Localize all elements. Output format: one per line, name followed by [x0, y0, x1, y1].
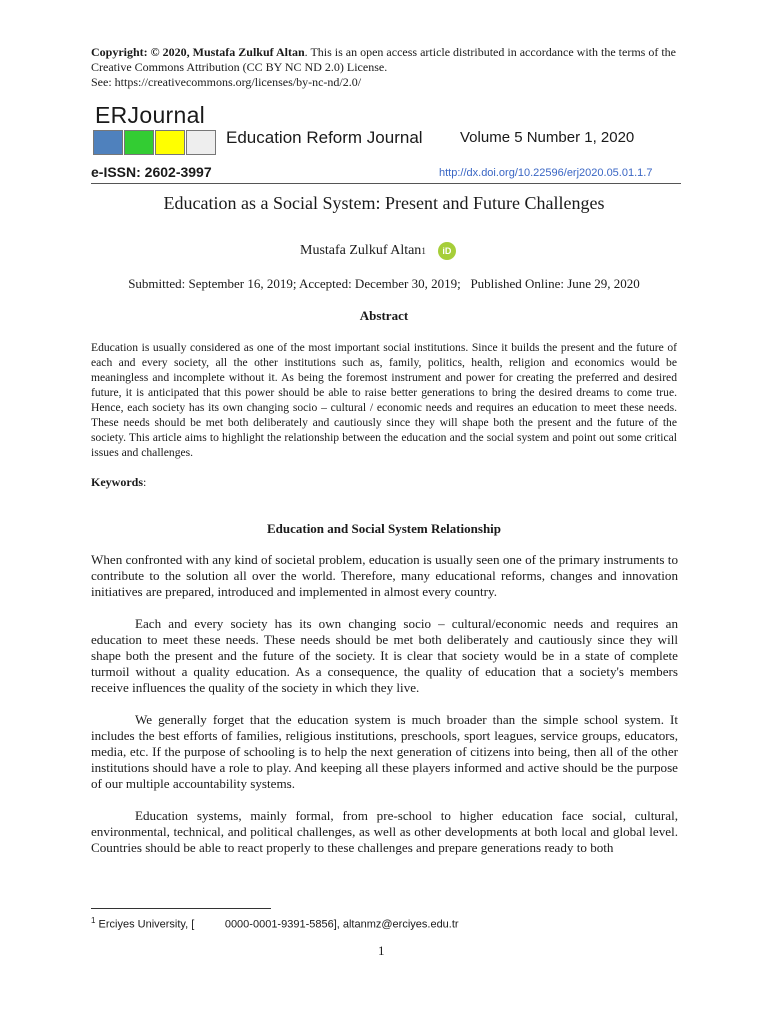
keywords-line [91, 475, 146, 490]
footnote-divider [91, 908, 271, 909]
logo-block-green [124, 130, 154, 155]
body-paragraph-3: We generally forget that the education system is much broader than the simple school system. It includes the best efforts of families, religious institutions, preschools, sport leagues, service groups, educators, media, etc. If the purpose of schooling is to help the next generation of citizens into being, then all of the other institutions should have a role to play. And keeping all these players informed and active should be the purpose of our multiple accountability systems. [91, 712, 678, 791]
journal-name: Education Reform Journal [226, 128, 423, 147]
orcid-icon[interactable]: iD [438, 242, 456, 260]
doi-link[interactable]: http://dx.doi.org/10.22596/erj2020.05.01.1.7 [439, 167, 653, 179]
keywords-colon: : [143, 475, 147, 489]
article-title: Education as a Social System: Present and Future Challenges [163, 193, 605, 213]
body-paragraph-4: Education systems, mainly formal, from pre-school to higher education face social, cultural, environmental, technical, and political challenges, as well as other developments at both local and global level. Countries should be able to react properly to these challenges and prepare generations ready to both [91, 808, 678, 855]
body-paragraph-1: When confronted with any kind of societal problem, education is usually seen one of the primary instruments to contribute to the solution all over the world. Therefore, many educational reforms, changes and innovation initiatives are prepared, introduced and implemented in almost every country. [91, 552, 678, 599]
journal-logo-color-bar [93, 130, 217, 155]
footnote-mark: 1 [91, 916, 96, 925]
author-line [300, 242, 500, 260]
footnote-text: Erciyes University, [ 0000-0001-9391-5856], altanmz@erciyes.edu.tr [95, 918, 459, 931]
copyright-license: . This is an open access article distributed in accordance with the terms of the Creative Commons Attribution (CC BY NC ND 2.0) License. [91, 45, 676, 74]
license-link[interactable]: See: https://creativecommons.org/licenses/by-nc-nd/2.0/ [91, 75, 362, 89]
body-text [91, 552, 678, 872]
journal-logo-text: ERJournal [95, 102, 206, 128]
logo-block-blue [93, 130, 123, 155]
body-paragraph-2: Each and every society has its own changing socio – cultural/economic needs and requires an education to meet these needs. These needs should be met both deliberately and cautiously since they will shape both the present and the future of the society. It is clear that society would be in a state of complete turmoil without a quality education. As a consequence, the quality of education that a society's members receive influences the quality of the society in which they live. [91, 616, 678, 695]
section-heading: Education and Social System Relationship [266, 521, 502, 536]
logo-block-yellow [155, 130, 185, 155]
abstract-heading: Abstract [359, 308, 409, 323]
publication-dates: Submitted: September 16, 2019; Accepted: December 30, 2019; Published Online: June 29, 2020 [128, 276, 640, 291]
journal-volume: Volume 5 Number 1, 2020 [460, 129, 635, 146]
author-name: Mustafa Zulkuf Altan [300, 243, 422, 258]
journal-issn: e-ISSN: 2602-3997 [91, 164, 212, 180]
page-number: 1 [378, 943, 385, 958]
logo-block-grey [186, 130, 216, 155]
author-footnote-mark: 1 [421, 246, 426, 256]
abstract-text: Education is usually considered as one of the most important social institutions. Since it builds the present and the future of each and every society, all the other institutions such as, family, politics, health, religion and economics would be meaningless and incomplete without it. As being the foremost instrument and power for creating the preferred and desired future, it is anticipated that this power should be able to raise better generations to bring the desired dreams to come true. Hence, each society has its own changing socio – cultural / economic needs and requires an education to meet these needs. These needs should be met both deliberately and cautiously since they will shape both the present and the future of the society. This article aims to highlight the relationship between the education and the social system and point out some critical issues and challenges. [91, 341, 677, 459]
copyright-holder: Copyright: © 2020, Mustafa Zulkuf Altan [91, 45, 305, 59]
copyright-notice [91, 45, 681, 90]
keywords-label: Keywords [91, 475, 143, 489]
header-divider [91, 183, 681, 184]
footnote [91, 916, 681, 931]
